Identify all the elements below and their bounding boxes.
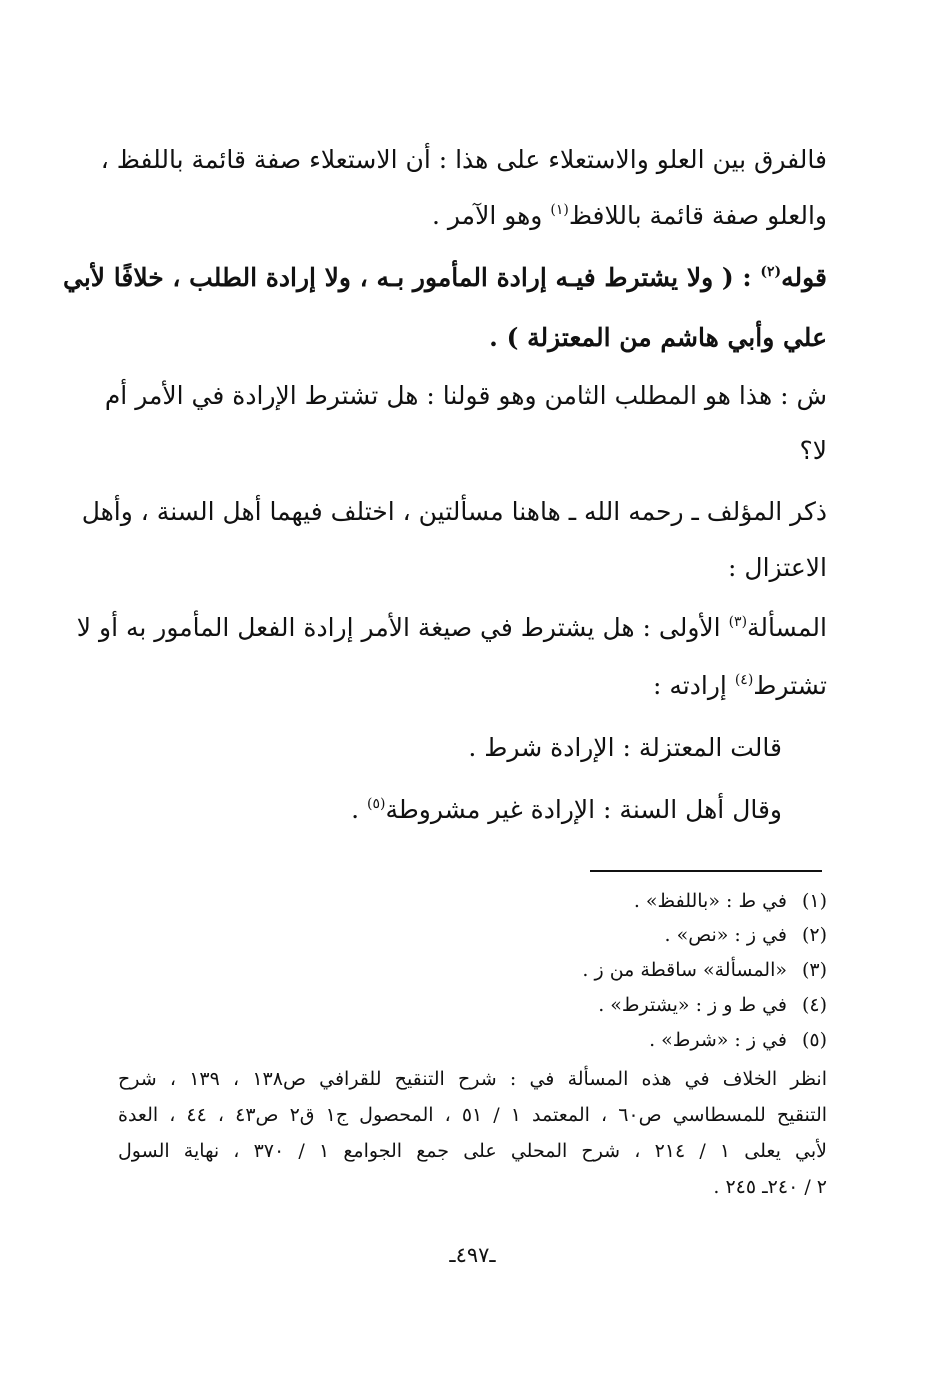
footnote bbox=[118, 886, 827, 916]
body-text: الأولى : هل يشترط في صيغة الأمر إرادة الفعل المأمور به أو لا bbox=[76, 613, 729, 642]
body-text: . bbox=[351, 795, 368, 824]
body-text: وهو الآمر . bbox=[431, 201, 551, 230]
body-line: لا؟ bbox=[799, 436, 827, 465]
footnote-ref[interactable]: (١) bbox=[550, 202, 569, 218]
footnote bbox=[118, 1025, 827, 1055]
footnote bbox=[118, 920, 827, 950]
footnote-number: (٥) bbox=[801, 1029, 827, 1051]
footnote-text: في ط و ز : «يشترط» . bbox=[598, 994, 787, 1016]
footnote-continuation: انظر الخلاف في هذه المسألة في : شرح التنقيح للقرافي ص١٣٨ ، ١٣٩ ، شرح bbox=[118, 1068, 827, 1090]
footnote-number: (٣) bbox=[801, 959, 827, 981]
footnote-text: في ز : «شرط» . bbox=[649, 1029, 787, 1051]
body-line: فالفرق بين العلو والاستعلاء على هذا : أن الاستعلاء صفة قائمة باللفظ ، bbox=[100, 145, 827, 174]
body-text: المسألة bbox=[747, 613, 827, 642]
body-line: قالت المعتزلة : الإرادة شرط . bbox=[468, 733, 782, 762]
body-line bbox=[118, 668, 827, 704]
footnote-continuation: لأبي يعلى ١ / ٢١٤ ، شرح المحلي على جمع الجوامع ١ / ٣٧٠ ، نهاية السول bbox=[118, 1140, 828, 1162]
footnote-continuation: التنقيح للمسطاسي ص٦٠ ، المعتمد ١ / ٥١ ، المحصول ج١ ق٢ ص٤٣ ، ٤٤ ، العدة bbox=[118, 1104, 828, 1126]
body-line bbox=[118, 198, 827, 234]
body-line bbox=[76, 610, 827, 646]
body-line bbox=[118, 792, 782, 828]
footnote bbox=[118, 990, 827, 1020]
body-text: تشترط bbox=[753, 671, 827, 700]
quoted-line: علي وأبي هاشم من المعتزلة ) . bbox=[489, 323, 827, 352]
footnote-ref[interactable]: (٣) bbox=[728, 614, 748, 630]
body-line: ذكر المؤلف ـ رحمه الله ـ هاهنا مسألتين ، اختلف فيهما أهل السنة ، وأهل bbox=[81, 497, 827, 526]
footnote-text: «المسألة» ساقطة من ز . bbox=[582, 959, 787, 981]
body-line: الاعتزال : bbox=[728, 553, 827, 582]
footnote-number: (٤) bbox=[801, 994, 827, 1016]
quoted-text: : ( ولا يشترط فيـه إرادة المأمور بـه ، ولا إرادة الطلب ، خلافًا لأبي bbox=[63, 263, 761, 292]
quoted-line bbox=[63, 260, 827, 296]
body-text: وقال أهل السنة : الإرادة غير مشروطة bbox=[385, 795, 782, 824]
body-text: إرادته : bbox=[653, 671, 735, 700]
footnote-ref[interactable]: (٥) bbox=[367, 796, 386, 812]
footnote-text: في ز : «نص» . bbox=[664, 924, 787, 946]
footnote-number: (٢) bbox=[801, 924, 827, 946]
body-line: ش : هذا هو المطلب الثامن وهو قولنا : هل تشترط الإرادة في الأمر أم bbox=[104, 381, 827, 410]
footnote-ref[interactable]: (٢) bbox=[760, 264, 782, 280]
footnote-text: في ط : «باللفظ» . bbox=[633, 890, 787, 912]
page-number: ـ٤٩٧ـ bbox=[449, 1243, 496, 1267]
footnote bbox=[118, 955, 827, 985]
quote-label: قوله bbox=[781, 263, 827, 292]
body-text: والعلو صفة قائمة باللافظ bbox=[568, 201, 827, 230]
footnote-ref[interactable]: (٤) bbox=[734, 672, 754, 688]
footnote-number: (١) bbox=[801, 890, 827, 912]
footnote-continuation: ٢ / ٢٤٠ـ ٢٤٥ . bbox=[713, 1176, 827, 1198]
footnote-separator bbox=[590, 870, 822, 872]
